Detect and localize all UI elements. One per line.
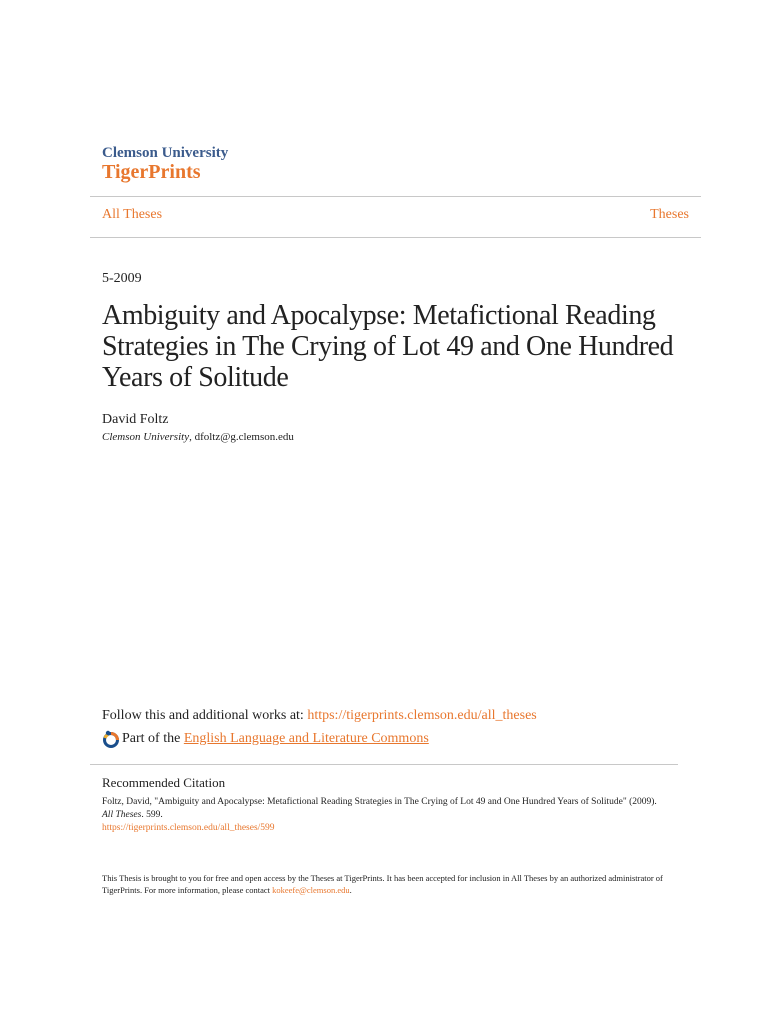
citation-body: Foltz, David, "Ambiguity and Apocalypse: Metafictional Reading Strategies in The Crying of Lot 49 and One Hundred Years of Solitude" (2009). bbox=[102, 797, 657, 807]
part-of-line bbox=[102, 730, 429, 748]
divider bbox=[90, 764, 678, 765]
footer-end: . bbox=[349, 885, 352, 895]
citation-text bbox=[102, 796, 662, 835]
citation-series: All Theses bbox=[102, 810, 142, 820]
all-theses-link[interactable]: All Theses bbox=[102, 207, 163, 222]
citation-number: . 599. bbox=[141, 810, 163, 820]
author-name: David Foltz bbox=[102, 412, 169, 427]
part-of-label: Part of the bbox=[122, 731, 184, 746]
divider bbox=[90, 237, 701, 238]
author-affiliation bbox=[102, 431, 294, 443]
publication-date: 5-2009 bbox=[102, 271, 142, 286]
citation-url-link[interactable]: https://tigerprints.clemson.edu/all_theses/599 bbox=[102, 823, 275, 833]
university-name: Clemson University bbox=[102, 145, 229, 161]
follow-line bbox=[102, 708, 537, 724]
english-commons-link[interactable]: English Language and Literature Commons bbox=[183, 731, 429, 746]
document-title: Ambiguity and Apocalypse: Metafictional Reading Strategies in The Crying of Lot 49 and One Hundred Years of Solitude bbox=[102, 300, 674, 393]
contact-email-link[interactable]: kokeefe@clemson.edu bbox=[272, 885, 350, 895]
footer-notice bbox=[102, 872, 672, 896]
theses-link[interactable]: Theses bbox=[650, 207, 689, 222]
affiliation-name: Clemson University bbox=[102, 431, 190, 443]
repository-name: TigerPrints bbox=[102, 161, 201, 183]
follow-url-link[interactable]: https://tigerprints.clemson.edu/all_theses bbox=[307, 708, 537, 723]
author-email: , dfoltz@g.clemson.edu bbox=[189, 431, 294, 443]
citation-heading: Recommended Citation bbox=[102, 775, 226, 790]
follow-label: Follow this and additional works at: bbox=[102, 708, 308, 723]
footer-text: This Thesis is brought to you for free and open access by the Theses at TigerPrints. It has been accepted for inclusion in All Theses by an authorized administrator of TigerPrints. For more information, please contact bbox=[102, 873, 663, 895]
divider bbox=[90, 196, 701, 197]
commons-network-icon bbox=[102, 730, 120, 748]
